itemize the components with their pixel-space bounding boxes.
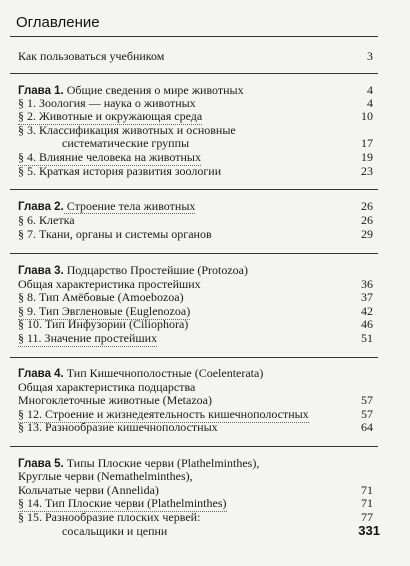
divider [10, 73, 378, 74]
toc-heading: Оглавление [16, 14, 100, 31]
divider [10, 253, 378, 254]
divider [10, 189, 378, 190]
divider [10, 357, 378, 358]
divider [10, 446, 378, 447]
toc-page: Оглавление Как пользоваться учебником 3 Глава 1. Общие сведения о мире животных 4 § 1. Зоология — наука о животных 4 § 2. Животные и окружающая среда 10 § 3. Классификация животных и основные систематические группы 17 § 4. Влияние человека на животных 19 § 5. Краткая история развития зоологии 23 Глава 2. Строение тела животных 26 § 6. Клетка 26 § 7. Ткани, органы и системы органов 29 Глава 3. Подцарство Простейшие (Protozoa) Общая характеристика простейших 36 § 8. Тип Амёбовые (Amoebozoa) 37 § 9. Тип Эвгленовые (Euglenozoa) 42 § 10. Тип Инфузории (Ciliophora) 46 § 11. Значение простейших 51 Глава 4. Тип Кишечнополостные (Coelenterata) Общая характеристика подцарства Многоклеточные животные (Metazoa) 57 § 12. Строение и жизнедеятельность кишечнополостных 57 § 13. Разнообразие кишечнополостных 64 Глава 5. Типы Плоские черви (Plathelminthes), Круглые черви (Nemathelminthes), Кольчатые черви (Annelida) 71 § 14. Тип Плоские черви (Plathelminthes) 71 § 15. Разнообразие плоских червей: 77 сосальщики и цепни 331 [0, 0, 410, 566]
page-number: 331 [358, 523, 380, 538]
divider [10, 36, 378, 37]
